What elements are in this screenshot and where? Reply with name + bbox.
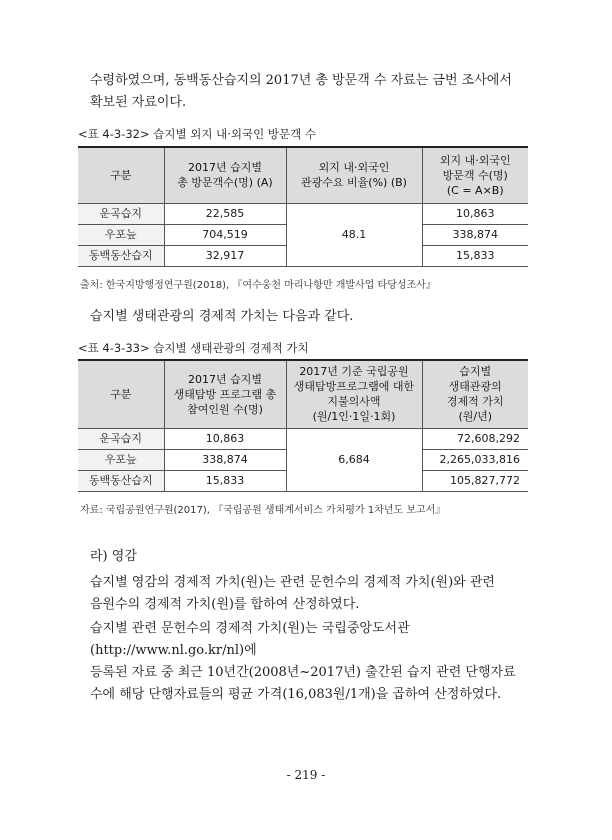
shared-ratio: 48.1 xyxy=(286,203,422,266)
row-name: 우포늪 xyxy=(78,449,164,470)
row-visitors: 10,863 xyxy=(422,203,528,224)
row-name: 동백동산습지 xyxy=(78,470,164,491)
row-name: 운곡습지 xyxy=(78,428,164,449)
row-visitors: 15,833 xyxy=(422,245,528,266)
row-total: 32,917 xyxy=(164,245,286,266)
table2-header-value: 습지별 생태관광의 경제적 가치 (원/년) xyxy=(422,360,528,428)
row-value: 105,827,772 xyxy=(422,470,528,491)
paragraph-literature: 습지별 관련 문헌수의 경제적 가치(원)는 국립중앙도서관(http://www.nl.go.kr/nl)에 등록된 자료 중 최근 10년간(2008년~2017년) 출간된 습지 관련 단행자료 수에 해당 단행자료들의 평균 가격(16,083원/1개)을 곱하여 산정하였다. xyxy=(90,621,516,702)
table2-header-wtp: 2017년 기준 국립공원 생태탐방프로그램에 대한 지불의사액 (원/1인·1일·1회) xyxy=(286,360,422,428)
table1-caption: <표 4-3-32> 습지별 외지 내·외국인 방문객 수 xyxy=(78,127,316,141)
table-row xyxy=(78,428,528,449)
mid-paragraph: 습지별 생태관광의 경제적 가치는 다음과 같다. xyxy=(90,309,354,324)
row-participants: 338,874 xyxy=(164,449,286,470)
row-name: 운곡습지 xyxy=(78,203,164,224)
table2-header-row xyxy=(78,360,528,428)
table1-header-visitors: 외지 내·외국인 방문객 수(명) (C = A×B) xyxy=(422,147,528,203)
page-number: - 219 - xyxy=(286,768,326,782)
row-participants: 15,833 xyxy=(164,470,286,491)
table2-header-participants: 2017년 습지별 생태탐방 프로그램 총 참여인원 수(명) xyxy=(164,360,286,428)
table2-source: 자료: 국립공원연구원(2017), 『국립공원 생태계서비스 가치평가 1차년도 보고서』 xyxy=(80,505,446,516)
table2-economic-value xyxy=(78,359,528,492)
table1-header-category: 구분 xyxy=(78,147,164,203)
row-total: 22,585 xyxy=(164,203,286,224)
table1-header-total: 2017년 습지별 총 방문객수(명) (A) xyxy=(164,147,286,203)
table2-caption: <표 4-3-33> 습지별 생태관광의 경제적 가치 xyxy=(78,341,309,355)
row-name: 동백동산습지 xyxy=(78,245,164,266)
row-name: 우포늪 xyxy=(78,224,164,245)
row-value: 2,265,033,816 xyxy=(422,449,528,470)
table-row xyxy=(78,203,528,224)
shared-wtp: 6,684 xyxy=(286,428,422,491)
row-participants: 10,863 xyxy=(164,428,286,449)
table1-header-row xyxy=(78,147,528,203)
intro-paragraph: 수령하였으며, 동백동산습지의 2017년 총 방문객 수 자료는 금번 조사에서 확보된 자료이다. xyxy=(90,73,512,110)
paragraph-inspiration: 습지별 영감의 경제적 가치(원)는 관련 문헌수의 경제적 가치(원)와 관련 음원수의 경제적 가치(원)를 합하여 산정하였다. xyxy=(90,575,495,612)
table2-header-category: 구분 xyxy=(78,360,164,428)
table1-source: 출처: 한국지방행정연구원(2018), 『여수웅천 마리나항만 개발사업 타당성조사』 xyxy=(80,280,436,291)
row-visitors: 338,874 xyxy=(422,224,528,245)
row-total: 704,519 xyxy=(164,224,286,245)
table1-visitors xyxy=(78,146,528,267)
section-title: 라) 영감 xyxy=(90,549,137,564)
table1-header-ratio: 외지 내·외국인 관광수요 비율(%) (B) xyxy=(286,147,422,203)
row-value: 72,608,292 xyxy=(422,428,528,449)
